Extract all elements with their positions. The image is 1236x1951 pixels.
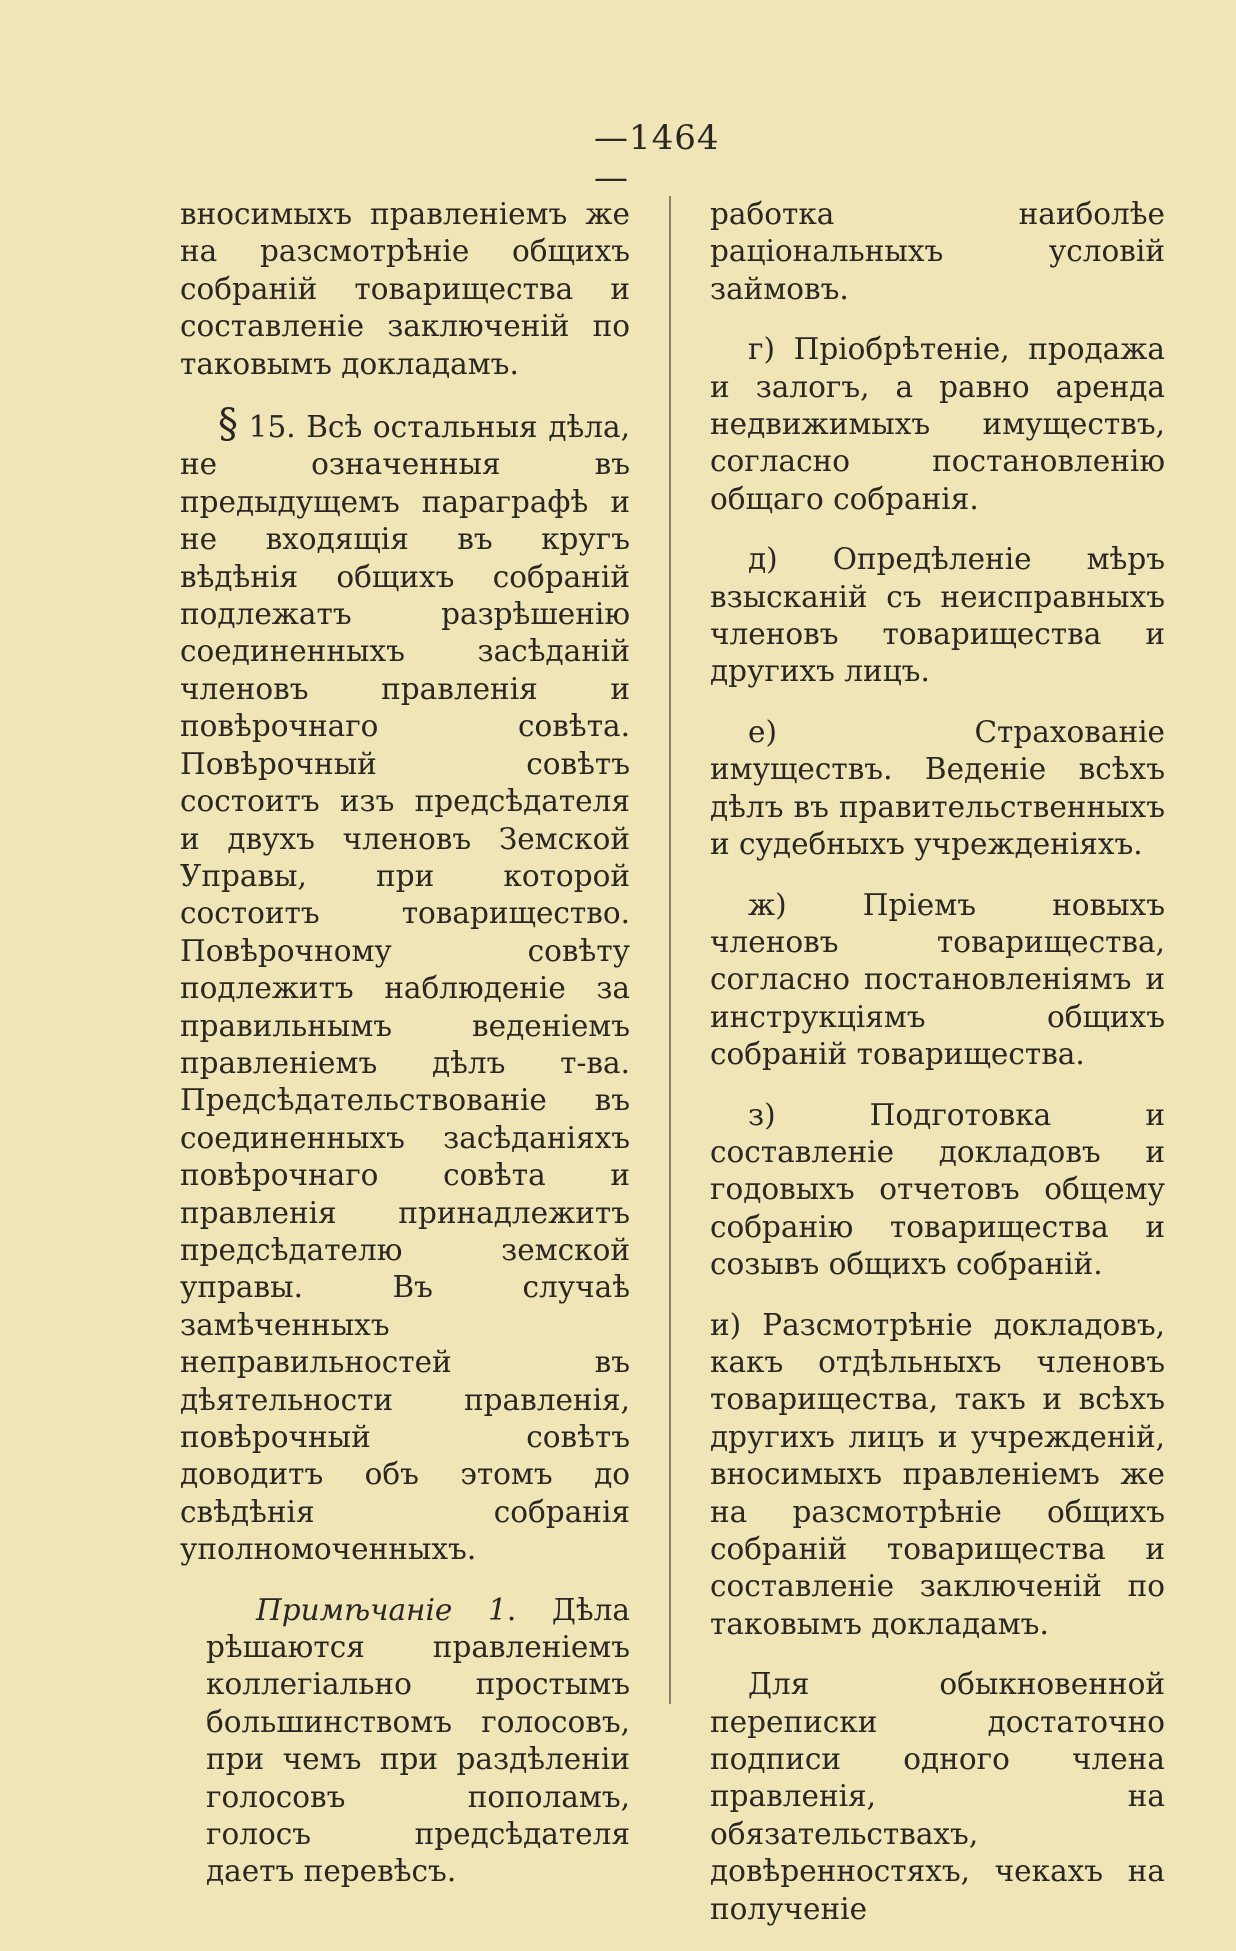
item-i-paragraph: и) Разсмотрѣніе докладовъ, какъ отдѣльныхъ членовъ товарищества, такъ и всѣхъ другихъ лицъ и учрежденій, вносимыхъ правленіемъ же на разсмотрѣніе общихъ собраній товарищества и составленіе заключеній по таковымъ докладамъ. xyxy=(710,1307,1165,1641)
right-continuation-paragraph: работка наиболѣе раціональныхъ условій займовъ. xyxy=(710,197,1165,306)
column-divider xyxy=(669,196,671,1704)
item-zh-paragraph: ж) Пріемъ новыхъ членовъ товарищества, согласно постановленіямъ и инструкціямъ общихъ собраній товарищества. xyxy=(710,887,1165,1072)
right-column xyxy=(710,196,1165,1951)
note-1-paragraph xyxy=(180,1592,630,1891)
section-15-paragraph xyxy=(180,401,630,1569)
item-e-paragraph: е) Страхованіе имуществъ. Веденіе всѣхъ дѣлъ въ правительственныхъ и судебныхъ учрежденіяхъ. xyxy=(710,714,1165,862)
item-g-paragraph: г) Пріобрѣтеніе, продажа и залогъ, а равно аренда недвижимыхъ имуществъ, согласно постановленію общаго собранія. xyxy=(710,332,1165,516)
note-1-text: . Дѣла рѣшаются правленіемъ коллегіально простымъ большинствомъ голосовъ, при чемъ при раздѣленіи голосовъ пополамъ, голосъ предсѣдателя даетъ перевѣсъ. xyxy=(206,1592,630,1889)
item-d-paragraph: д) Опредѣленіе мѣръ взысканій съ неисправныхъ членовъ товарищества и другихъ лицъ. xyxy=(710,542,1165,689)
section-sign: § xyxy=(218,401,238,448)
section-15-text: 15. Всѣ остальныя дѣла, не означенныя въ предыдущемъ параграфѣ и не входящія въ кругъ вѣдѣнія общихъ собраній подлежатъ разрѣшенію соединенныхъ засѣданій членовъ правленія и повѣрочнаго совѣта. Повѣрочный совѣтъ состоитъ изъ предсѣдателя и двухъ членовъ Земской Управы, при которой состоитъ товарищество. Повѣрочному совѣту подлежитъ наблюденіе за правильнымъ веденіемъ правленіемъ дѣлъ т-ва. Предсѣдательствованіе въ соединенныхъ засѣданіяхъ повѣрочнаго совѣта и правленія принадлежитъ предсѣдателю земской управы. Въ случаѣ замѣченныхъ неправильностей въ дѣятельности правленія, повѣрочный совѣтъ доводитъ объ этомъ до свѣдѣнія собранія уполномоченныхъ. xyxy=(180,410,630,1567)
left-column xyxy=(180,196,630,1914)
left-continuation-paragraph: вносимыхъ правленіемъ же на разсмотрѣніе общихъ собраній товарищества и составленіе заключеній по таковымъ докладамъ. xyxy=(180,197,630,381)
note-1-label: Примѣчаніе 1 xyxy=(256,1592,507,1627)
final-paragraph: Для обыкновенной переписки достаточно подписи одного члена правленія, на обязательствахъ, довѣренностяхъ, чекахъ на полученіе xyxy=(710,1667,1165,1926)
item-z-paragraph: з) Подготовка и составленіе докладовъ и годовыхъ отчетовъ общему собранію товарищества и созывъ общихъ собраній. xyxy=(710,1097,1165,1282)
page-number: —1464— xyxy=(594,118,720,198)
